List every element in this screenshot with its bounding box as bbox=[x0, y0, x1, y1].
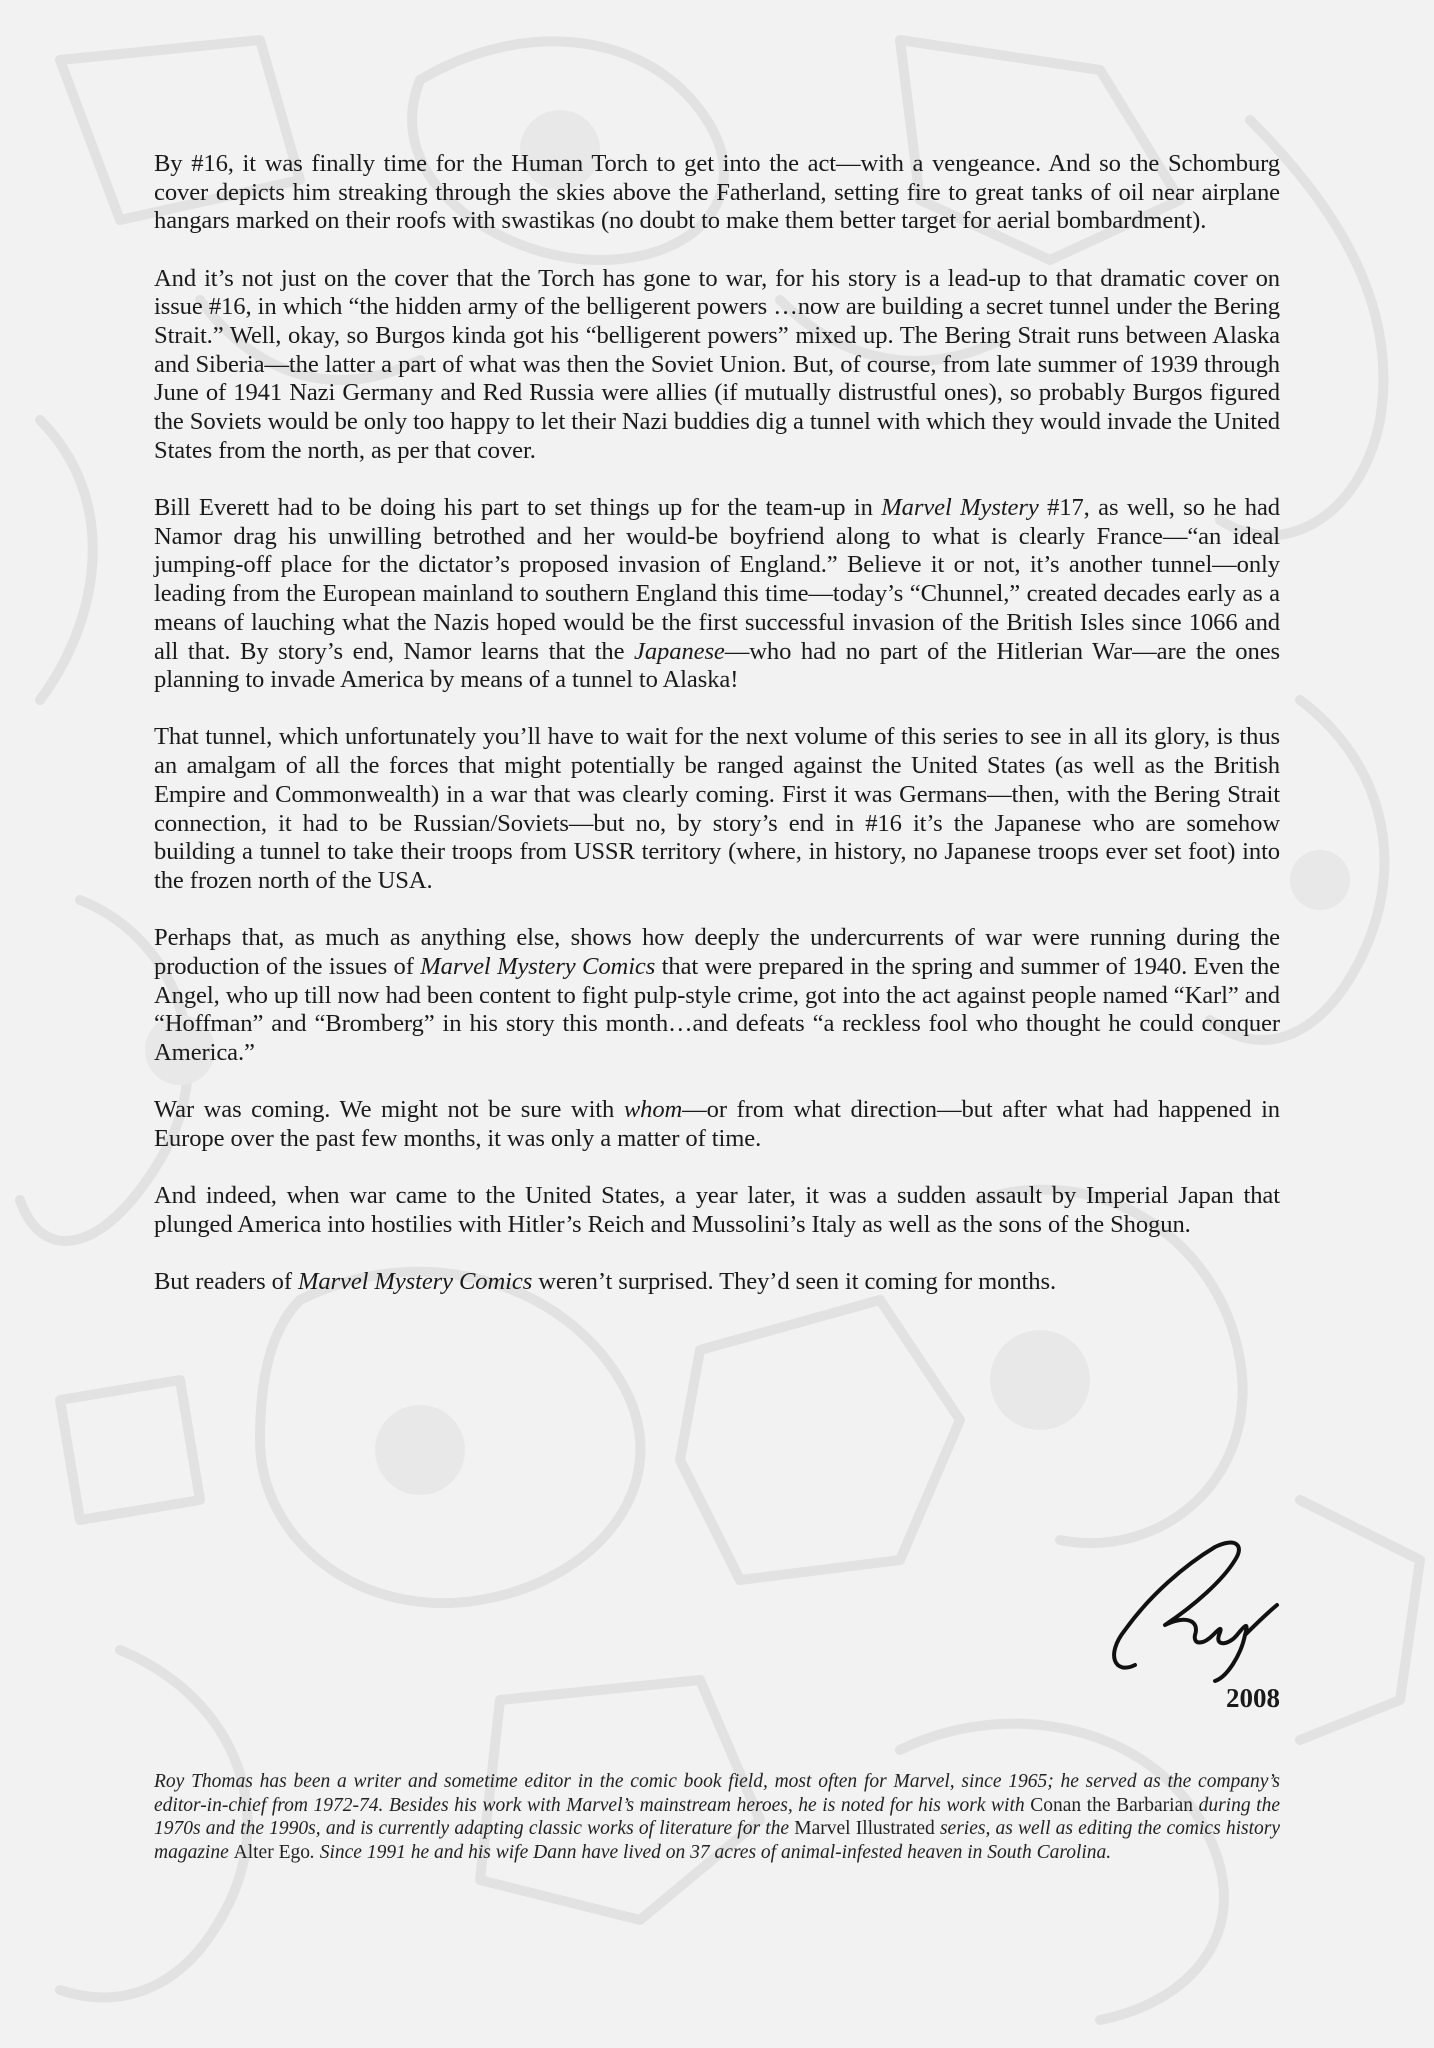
paragraph bbox=[154, 924, 1280, 1068]
bio-segment: Conan the Barbarian bbox=[1030, 1794, 1193, 1816]
text-run: Perhaps that, as much as anything else, shows how deeply the undercurrents of war were running during the production of the issues of bbox=[154, 924, 1280, 980]
italic-run: Marvel Mystery bbox=[881, 494, 1039, 522]
text-run: That tunnel, which unfortunately you’ll have to wait for the next volume of this series to see in all its glory, is thus an amalgam of all the forces that might potentially be ranged against the United States (as well as the British Empire and Commonwealth) in a war that was clearly coming. First it was Germans—then, with the Bering Strait connection, it had to be Russian/Soviets—but no, by story’s end in #16 it’s the Japanese who are somehow building a tunnel to take their troops from USSR territory (where, in history, no Japanese troops ever set foot) into the frozen north of the USA. bbox=[154, 723, 1280, 894]
text-run: And indeed, when war came to the United States, a year later, it was a sudden assault by Imperial Japan that plunged America into hostilies with Hitler’s Reich and Mussolini’s Italy as well as the sons of the Shogun. bbox=[154, 1182, 1280, 1238]
italic-run: whom bbox=[623, 1096, 683, 1124]
paragraph bbox=[154, 265, 1280, 466]
paragraph bbox=[154, 150, 1280, 236]
text-run: —who had no part of the Hitlerian War—are the ones planning to invade America by means of a tunnel to Alaska! bbox=[154, 637, 1280, 694]
bio-segment: Roy Thomas has been a writer and sometime editor in the comic book field, most often for Marvel, since 1965; he served as the company’s editor-in-chief from 1972-74. Besides his work with Marvel’s mainstream heroes, he is noted for his work with bbox=[154, 1771, 1280, 1816]
author-bio bbox=[154, 1770, 1280, 1864]
bio-segment: during the 1970s and the 1990s, and is currently adapting classic works of literature for the bbox=[154, 1794, 1280, 1839]
paragraph bbox=[154, 1182, 1280, 1239]
text-run: Bill Everett had to be doing his part to set things up for the team-up in bbox=[154, 494, 882, 522]
paragraph bbox=[154, 1096, 1280, 1153]
article-body bbox=[154, 150, 1280, 1325]
paragraph bbox=[154, 494, 1280, 695]
paragraph bbox=[154, 1268, 1280, 1297]
paragraph bbox=[154, 723, 1280, 895]
italic-run: Marvel Mystery Comics bbox=[297, 1268, 533, 1295]
text-run: that were prepared in the spring and summer of 1940. Even the Angel, who up till now had been content to fight pulp-style crime, got into the act against people named “Karl” and “Hoffman” and “Bromberg” in his story this month…and defeats “a reckless fool who thought he could conquer America.” bbox=[154, 952, 1280, 1066]
bio-segment: Alter Ego bbox=[233, 1841, 310, 1863]
text-run: —or from what direction—but after what had happened in Europe over the past few months, it was only a matter of time. bbox=[154, 1096, 1280, 1152]
bio-segment: . Since 1991 he and his wife Dann have lived on 37 acres of animal-infested heaven in South Carolina. bbox=[309, 1841, 1112, 1863]
text-run: But readers of bbox=[154, 1268, 298, 1295]
bio-segment: Marvel Illustrated bbox=[794, 1818, 935, 1839]
text-run: #17, as well, so he had Namor drag his unwilling betrothed and her would-be boyfriend along to what is clearly France—“an ideal jumping-off place for the dictator’s proposed invasion of England.” Believe it or not, it’s another tunnel—only leading from the European mainland to southern England this time—today’s “Chunnel,” created decades early as a means of lauching what the Nazis hoped would be the first successful invasion of the British Isles since 1066 and all that. By story’s end, Namor learns that the bbox=[154, 494, 1281, 665]
italic-run: Marvel Mystery Comics bbox=[420, 952, 656, 980]
signature-year: 2008 bbox=[1226, 1683, 1280, 1713]
bio-segment: series, as well as editing the comics history magazine bbox=[154, 1818, 1280, 1863]
text-run: By #16, it was finally time for the Human Torch to get into the act—with a vengeance. And so the Schomburg cover depicts him streaking through the skies above the Fatherland, setting fire to great tanks of oil near airplane hangars marked on their roofs with swastikas (no doubt to make them better target for aerial bombardment). bbox=[154, 150, 1280, 235]
italic-run: Japanese bbox=[634, 637, 725, 665]
text-run: War was coming. We might not be sure with bbox=[154, 1096, 624, 1124]
text-run: weren’t surprised. They’d seen it coming for months. bbox=[532, 1268, 1057, 1295]
handwritten-signature bbox=[1095, 1535, 1285, 1685]
text-run: And it’s not just on the cover that the Torch has gone to war, for his story is a lead-up to that dramatic cover on issue #16, in which “the hidden army of the belligerent powers …now are building a secret tunnel under the Bering Strait.” Well, okay, so Burgos kinda got his “belligerent powers” mixed up. The Bering Strait runs between Alaska and Siberia—the latter a part of what was then the Soviet Union. But, of course, from late summer of 1939 through June of 1941 Nazi Germany and Red Russia were allies (if mutually distrustful ones), so probably Burgos figured the Soviets would be only too happy to let their Nazi buddies dig a tunnel with which they would invade the United States from the north, as per that cover. bbox=[154, 264, 1280, 464]
